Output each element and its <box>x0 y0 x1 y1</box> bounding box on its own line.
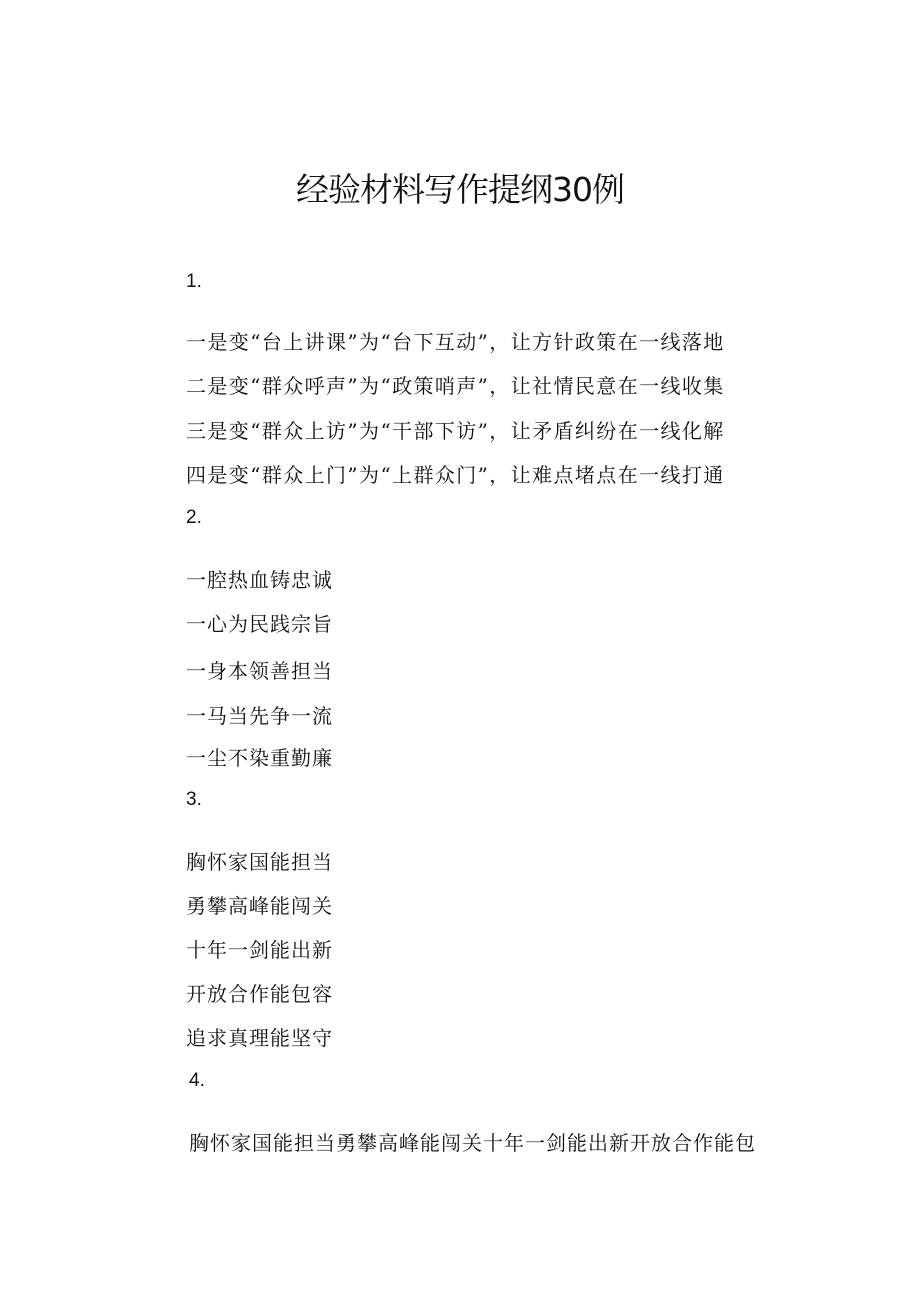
section-number: 1. <box>186 271 202 292</box>
section-line: 四是变“群众上门”为“上群众门”，让难点堵点在一线打通 <box>186 463 725 487</box>
section-line: 一腔热血铸忠诚 <box>186 568 333 592</box>
section-line: 胸怀家国能担当 <box>186 850 333 874</box>
section-number: 4. <box>189 1070 205 1091</box>
section-line: 一身本领善担当 <box>186 659 333 683</box>
section-line: 一心为民践宗旨 <box>186 612 333 636</box>
section-line: 一尘不染重勤廉 <box>186 746 333 770</box>
section-line: 三是变“群众上访”为“干部下访”，让矛盾纠纷在一线化解 <box>186 419 725 443</box>
section-line: 一是变“台上讲课”为“台下互动”，让方针政策在一线落地 <box>186 330 725 354</box>
section-number: 2. <box>186 507 202 528</box>
section-line: 二是变“群众呼声”为“政策哨声”，让社情民意在一线收集 <box>186 374 725 398</box>
section-line: 一马当先争一流 <box>186 704 333 728</box>
document-title: 经验材料写作提纲30例 <box>296 170 624 209</box>
section-line: 开放合作能包容 <box>186 982 333 1006</box>
section-line: 勇攀高峰能闯关 <box>186 894 333 918</box>
section-line: 追求真理能坚守 <box>186 1026 333 1050</box>
section-line: 十年一剑能出新 <box>186 938 333 962</box>
section-number: 3. <box>186 789 202 810</box>
section-line: 胸怀家国能担当勇攀高峰能闯关十年一剑能出新开放合作能包 <box>189 1131 756 1155</box>
